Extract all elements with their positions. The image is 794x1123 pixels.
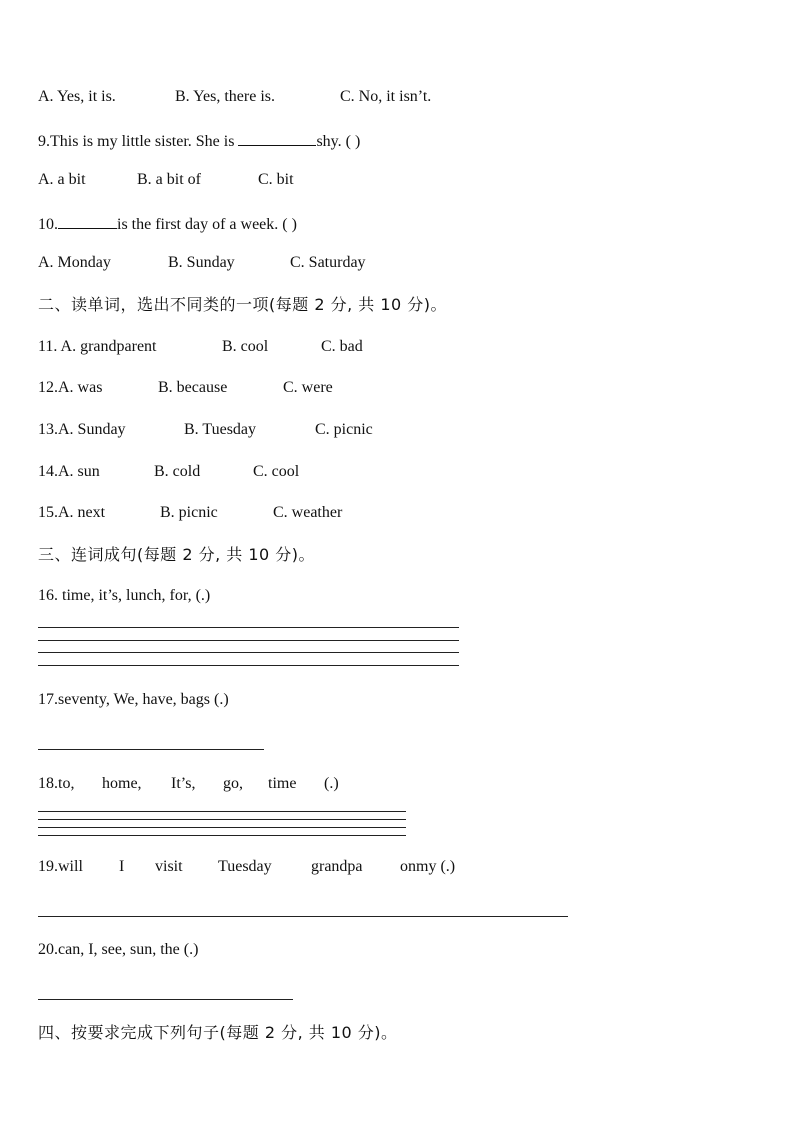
section-2-heading: 二、读单词，选出不同类的一项(每题 2 分, 共 10 分)。 bbox=[38, 295, 448, 314]
q10-option-c: C. Saturday bbox=[290, 254, 366, 271]
q10-answer-blank[interactable] bbox=[58, 212, 117, 229]
q19-word: 19.will bbox=[38, 858, 83, 875]
q10-option-b: B. Sunday bbox=[168, 254, 235, 271]
q12-option-c: C. were bbox=[283, 379, 333, 396]
q18-answer-line[interactable] bbox=[38, 819, 406, 820]
q14-option-b: B. cold bbox=[154, 463, 201, 480]
q18-answer-line[interactable] bbox=[38, 827, 406, 828]
q9-text-after: shy. ( ) bbox=[316, 133, 361, 150]
q12-option-b: B. because bbox=[158, 379, 228, 396]
q16-answer-line[interactable] bbox=[38, 652, 459, 653]
q9-option-c: C. bit bbox=[258, 171, 294, 188]
q16-answer-line[interactable] bbox=[38, 627, 459, 628]
q15-option-c: C. weather bbox=[273, 504, 343, 521]
q13-option-b: B. Tuesday bbox=[184, 421, 257, 438]
q18-word: home, bbox=[102, 775, 142, 792]
q10-text-after: is the first day of a week. ( ) bbox=[117, 216, 297, 233]
q15-option-a: 15.A. next bbox=[38, 504, 106, 521]
q14-option-c: C. cool bbox=[253, 463, 300, 480]
q15-option-b: B. picnic bbox=[160, 504, 218, 521]
q18-word: time bbox=[268, 775, 297, 792]
q18-word: (.) bbox=[324, 775, 339, 792]
q11-option-b: B. cool bbox=[222, 338, 269, 355]
q12-option-a: 12.A. was bbox=[38, 379, 103, 396]
q18-word: go, bbox=[223, 775, 243, 792]
q20-prompt: 20.can, I, see, sun, the (.) bbox=[38, 941, 199, 958]
q19-word: Tuesday bbox=[218, 858, 272, 875]
q8-option-b: B. Yes, there is. bbox=[175, 88, 276, 105]
section-4-heading: 四、按要求完成下列句子(每题 2 分, 共 10 分)。 bbox=[38, 1023, 398, 1042]
q8-option-c: C. No, it isn’t. bbox=[340, 88, 432, 105]
q9-question bbox=[38, 129, 360, 152]
q19-answer-line[interactable] bbox=[38, 916, 568, 917]
q19-word: grandpa bbox=[311, 858, 363, 875]
section-3-heading: 三、连词成句(每题 2 分, 共 10 分)。 bbox=[38, 545, 316, 564]
q9-option-a: A. a bit bbox=[38, 171, 86, 188]
q11-option-a: 11. A. grandparent bbox=[38, 338, 157, 355]
q14-option-a: 14.A. sun bbox=[38, 463, 100, 480]
q19-word: I bbox=[119, 858, 125, 875]
q17-answer-line[interactable] bbox=[38, 749, 264, 750]
q11-option-c: C. bad bbox=[321, 338, 363, 355]
q17-prompt: 17.seventy, We, have, bags (.) bbox=[38, 691, 229, 708]
q10-question bbox=[38, 212, 297, 235]
q16-prompt: 16. time, it’s, lunch, for, (.) bbox=[38, 587, 211, 604]
q20-answer-line[interactable] bbox=[38, 999, 293, 1000]
q18-word: 18.to, bbox=[38, 775, 75, 792]
q18-answer-line[interactable] bbox=[38, 811, 406, 812]
q10-text-before: 10. bbox=[38, 216, 58, 233]
q19-word: onmy (.) bbox=[400, 858, 456, 875]
q13-option-c: C. picnic bbox=[315, 421, 373, 438]
q16-answer-line[interactable] bbox=[38, 640, 459, 641]
q18-answer-line[interactable] bbox=[38, 835, 406, 836]
q9-text-before: 9.This is my little sister. She is bbox=[38, 133, 239, 150]
q10-option-a: A. Monday bbox=[38, 254, 111, 271]
q18-word: It’s, bbox=[171, 775, 196, 792]
q9-answer-blank[interactable] bbox=[238, 129, 316, 146]
q8-option-a: A. Yes, it is. bbox=[38, 88, 116, 105]
q9-option-b: B. a bit of bbox=[137, 171, 201, 188]
q19-word: visit bbox=[155, 858, 183, 875]
q16-answer-line[interactable] bbox=[38, 665, 459, 666]
q13-option-a: 13.A. Sunday bbox=[38, 421, 126, 438]
